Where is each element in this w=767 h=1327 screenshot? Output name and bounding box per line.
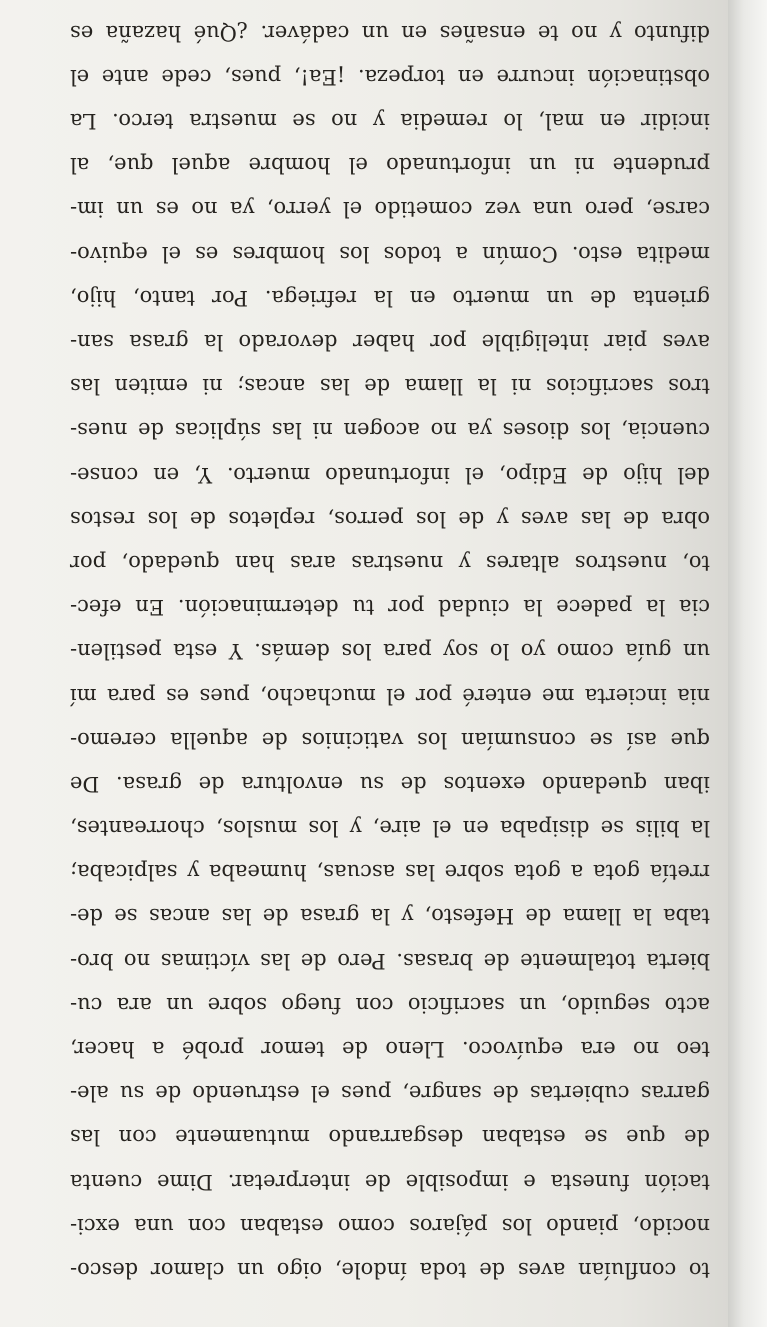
- text-line: prudente ni un infortunado el hombre aquel que, al: [70, 153, 710, 178]
- text-line: de que se estaban desgarrando mutuamente con las: [70, 1125, 710, 1150]
- text-line: obstinación incurre en torpeza. ¡Ea!, pues, cede ante el: [70, 64, 710, 89]
- text-line: que así se consumían los vaticinios de aquella ceremo-: [70, 727, 710, 752]
- text-line: rretía gota a gota sobre las ascuas, humeaba y salpicaba;: [70, 860, 710, 885]
- text-line: del hijo de Edipo, el infortunado muerto. Y, en conse-: [70, 462, 710, 487]
- text-line: acto seguido, un sacrificio con fuego sobre un ara cu-: [70, 992, 710, 1017]
- text-line: la bilis se disipaba en el aire, y los muslos, chorreantes,: [70, 816, 710, 841]
- text-line: [70, 0, 710, 11]
- text-line: to, nuestros altares y nuestras aras han quedado, por: [70, 551, 710, 575]
- text-line: difunto y no te ensañes en un cadáver. ¿Qué hazaña es: [70, 20, 710, 45]
- adjacent-page-edge: [728, 0, 767, 1327]
- text-line: incidir en mal, lo remedia y no se muestra terco. La: [70, 109, 710, 134]
- text-line: un guía como yo lo soy para los demás. Y esta pestilen-: [70, 639, 710, 664]
- text-line: bierta totalmente de brasas. Pero de las víctimas no bro-: [70, 948, 710, 973]
- text-line: to confluían aves de toda índole, oigo un clamor desco-: [70, 1258, 710, 1282]
- text-line: tros sacrificios ni la llama de las ancas; ni emiten las: [70, 374, 710, 399]
- text-line: taba la llama de Hefesto, y la grasa de las ancas se de-: [70, 904, 710, 929]
- text-line: iban quedando exentos de su envoltura de grasa. De: [70, 771, 710, 796]
- text-line: obra de las aves y de los perros, repletos de los restos: [70, 506, 710, 531]
- page-text-block: [70, 20, 710, 1292]
- text-line: cia la padece la ciudad por tu determinación. En efec-: [70, 595, 710, 620]
- text-line: cuencia, los dioses ya no acogen ni las súplicas de nues-: [70, 418, 710, 443]
- text-line: medita esto. Común a todos los hombres es el equivo-: [70, 241, 710, 266]
- text-line: nia incierta me enteré por el muchacho, pues es para mí: [70, 683, 710, 708]
- text-line: grienta de un muerto en la refriega. Por tanto, hijo,: [70, 285, 710, 310]
- text-line: garras cubiertas de sangre, pues el estruendo de su ale-: [70, 1081, 710, 1106]
- text-line: carse, pero una vez cometido el yerro, ya no es un im-: [70, 197, 710, 222]
- text-line: teo no era equívoco. Lleno de temor probé a hacer,: [70, 1037, 710, 1062]
- text-line: aves piar inteligible por haber devorado la grasa san-: [70, 330, 710, 355]
- text-line: tación funesta e imposible de interpretar. Dime cuenta: [70, 1169, 710, 1194]
- text-line: nocido, piando los pájaros como estaban con una exci-: [70, 1213, 710, 1238]
